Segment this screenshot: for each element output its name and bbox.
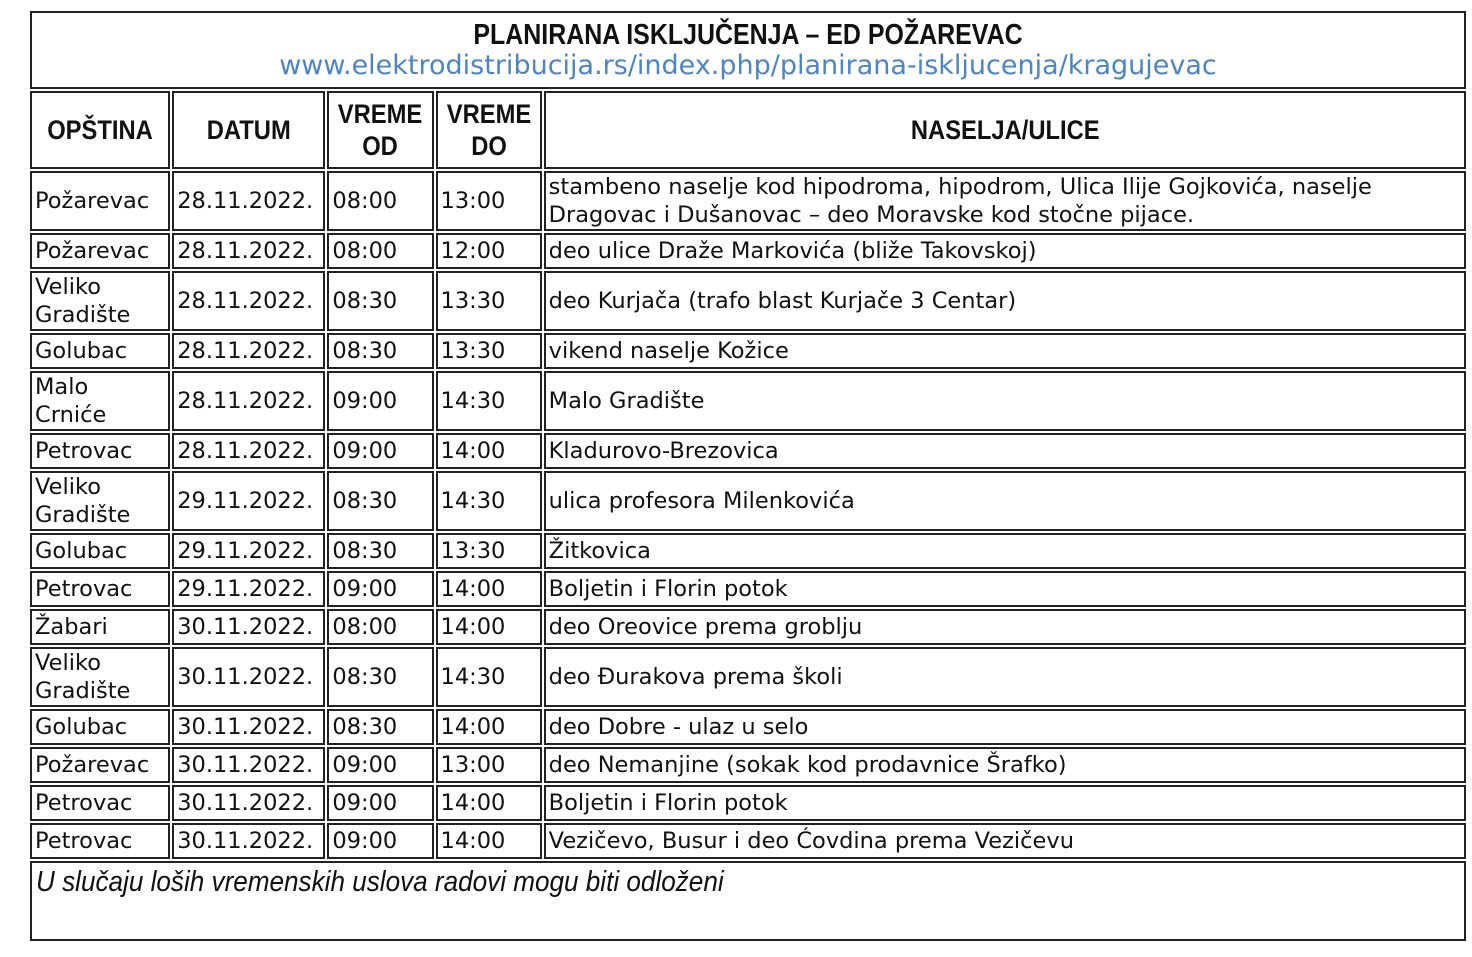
table-row <box>30 823 1466 859</box>
cell-date: 30.11.2022. <box>172 785 325 821</box>
cell-time-from: 08:30 <box>327 333 433 369</box>
table-row <box>30 271 1466 331</box>
source-link[interactable]: www.elektrodistribucija.rs/index.php/planirana-iskljucenja/kragujevac <box>279 50 1217 81</box>
cell-time-from: 09:00 <box>327 371 433 431</box>
table-row <box>30 371 1466 431</box>
cell-places: deo Oreovice prema groblju <box>544 609 1466 645</box>
cell-time-from: 08:00 <box>327 171 433 231</box>
table-row <box>30 171 1466 231</box>
header-time-from: VREME OD <box>327 91 433 169</box>
cell-date: 30.11.2022. <box>172 709 325 745</box>
outage-table <box>28 89 1468 861</box>
header-municipality: OPŠTINA <box>30 91 170 169</box>
table-row <box>30 433 1466 469</box>
cell-time-to: 13:00 <box>436 747 542 783</box>
cell-time-to: 14:00 <box>436 785 542 821</box>
cell-time-from: 08:00 <box>327 233 433 269</box>
cell-municipality: Požarevac <box>30 233 170 269</box>
header-date: DATUM <box>172 91 325 169</box>
cell-municipality: Petrovac <box>30 571 170 607</box>
table-row <box>30 709 1466 745</box>
cell-time-from: 08:30 <box>327 271 433 331</box>
cell-time-to: 12:00 <box>436 233 542 269</box>
cell-places: vikend naselje Kožice <box>544 333 1466 369</box>
cell-municipality: Požarevac <box>30 747 170 783</box>
cell-date: 29.11.2022. <box>172 571 325 607</box>
header-places: NASELJA/ULICE <box>544 91 1466 169</box>
cell-time-to: 13:30 <box>436 333 542 369</box>
cell-municipality: Veliko Gradište <box>30 271 170 331</box>
cell-municipality: Žabari <box>30 609 170 645</box>
cell-date: 30.11.2022. <box>172 747 325 783</box>
table-row <box>30 609 1466 645</box>
cell-date: 30.11.2022. <box>172 647 325 707</box>
table-row <box>30 647 1466 707</box>
cell-time-to: 14:00 <box>436 433 542 469</box>
cell-time-to: 13:00 <box>436 171 542 231</box>
cell-places: Vezičevo, Busur i deo Ćovdina prema Vezičevu <box>544 823 1466 859</box>
table-row <box>30 533 1466 569</box>
cell-time-from: 09:00 <box>327 747 433 783</box>
cell-time-to: 14:00 <box>436 823 542 859</box>
cell-time-from: 08:30 <box>327 709 433 745</box>
cell-time-to: 14:30 <box>436 371 542 431</box>
cell-date: 29.11.2022. <box>172 471 325 531</box>
cell-municipality: Petrovac <box>30 785 170 821</box>
cell-time-from: 08:30 <box>327 471 433 531</box>
table-row <box>30 747 1466 783</box>
cell-places: Boljetin i Florin potok <box>544 571 1466 607</box>
weather-note: U slučaju loših vremenskih uslova radovi mogu biti odloženi <box>36 866 724 898</box>
cell-places: deo ulice Draže Markovića (bliže Takovskoj) <box>544 233 1466 269</box>
cell-time-from: 09:00 <box>327 823 433 859</box>
table-row <box>30 233 1466 269</box>
cell-date: 28.11.2022. <box>172 171 325 231</box>
cell-time-from: 08:00 <box>327 609 433 645</box>
cell-places: deo Dobre - ulaz u selo <box>544 709 1466 745</box>
document <box>30 11 1466 941</box>
cell-municipality: Požarevac <box>30 171 170 231</box>
cell-places: Boljetin i Florin potok <box>544 785 1466 821</box>
cell-time-from: 08:30 <box>327 533 433 569</box>
cell-places: Kladurovo-Brezovica <box>544 433 1466 469</box>
footer-note <box>30 861 1466 941</box>
cell-municipality: Golubac <box>30 533 170 569</box>
cell-time-to: 14:00 <box>436 571 542 607</box>
cell-time-to: 14:00 <box>436 609 542 645</box>
cell-municipality: Petrovac <box>30 823 170 859</box>
cell-time-from: 09:00 <box>327 785 433 821</box>
cell-municipality: Malo Crniće <box>30 371 170 431</box>
cell-municipality: Veliko Gradište <box>30 471 170 531</box>
cell-places: deo Đurakova prema školi <box>544 647 1466 707</box>
cell-municipality: Golubac <box>30 333 170 369</box>
table-row <box>30 471 1466 531</box>
cell-date: 28.11.2022. <box>172 271 325 331</box>
cell-time-to: 13:30 <box>436 533 542 569</box>
cell-date: 28.11.2022. <box>172 233 325 269</box>
cell-municipality: Golubac <box>30 709 170 745</box>
cell-time-to: 14:30 <box>436 647 542 707</box>
cell-places: Žitkovica <box>544 533 1466 569</box>
cell-date: 29.11.2022. <box>172 533 325 569</box>
cell-places: deo Nemanjine (sokak kod prodavnice Šrafko) <box>544 747 1466 783</box>
cell-places: Malo Gradište <box>544 371 1466 431</box>
cell-municipality: Veliko Gradište <box>30 647 170 707</box>
table-header-row <box>30 91 1466 169</box>
cell-date: 28.11.2022. <box>172 371 325 431</box>
cell-time-to: 13:30 <box>436 271 542 331</box>
cell-places: ulica profesora Milenkovića <box>544 471 1466 531</box>
cell-time-from: 09:00 <box>327 571 433 607</box>
table-row <box>30 785 1466 821</box>
cell-date: 30.11.2022. <box>172 609 325 645</box>
page-title: PLANIRANA ISKLJUČENJA – ED POŽAREVAC <box>473 19 1023 51</box>
cell-time-from: 09:00 <box>327 433 433 469</box>
cell-places: deo Kurjača (trafo blast Kurjače 3 Centar) <box>544 271 1466 331</box>
cell-municipality: Petrovac <box>30 433 170 469</box>
cell-date: 30.11.2022. <box>172 823 325 859</box>
header-time-to: VREME DO <box>436 91 542 169</box>
cell-time-from: 08:30 <box>327 647 433 707</box>
cell-time-to: 14:30 <box>436 471 542 531</box>
title-box <box>30 11 1466 89</box>
cell-time-to: 14:00 <box>436 709 542 745</box>
cell-date: 28.11.2022. <box>172 433 325 469</box>
table-row <box>30 333 1466 369</box>
table-row <box>30 571 1466 607</box>
cell-places: stambeno naselje kod hipodroma, hipodrom, Ulica Ilije Gojkovića, naselje Dragovac i Dušanovac – deo Moravske kod stočne pijace. <box>544 171 1466 231</box>
cell-date: 28.11.2022. <box>172 333 325 369</box>
